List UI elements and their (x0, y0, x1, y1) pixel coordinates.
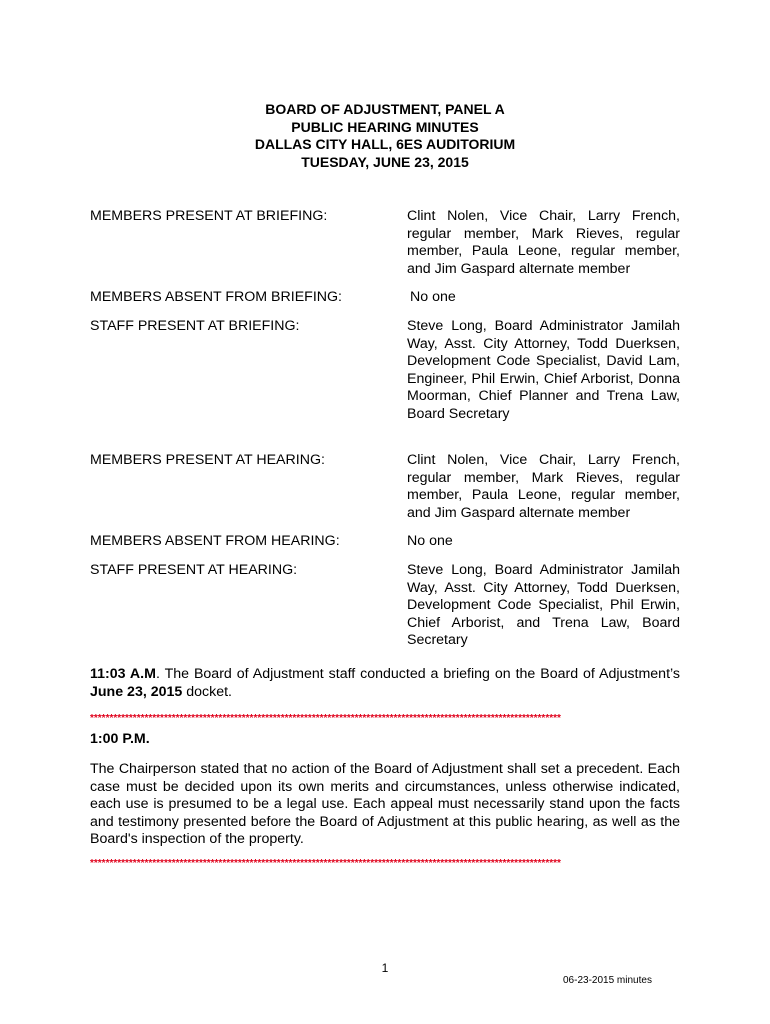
attendance-label: MEMBERS PRESENT AT HEARING: (90, 452, 325, 468)
attendance-value: Clint Nolen, Vice Chair, Larry French, regular member, Mark Rieves, regular member, Paula Leone, regular member, and Jim Gaspard alternate member (407, 452, 680, 521)
attendance-label: MEMBERS ABSENT FROM BRIEFING: (90, 289, 342, 305)
footer-label: 06-23-2015 minutes (563, 975, 652, 986)
briefing-text-end: docket. (182, 683, 232, 700)
attendance-label: MEMBERS PRESENT AT BRIEFING: (90, 208, 328, 224)
header-location: DALLAS CITY HALL, 6ES AUDITORIUM (254, 136, 516, 152)
header-date: TUESDAY, JUNE 23, 2015 (301, 153, 469, 170)
attendance-value: Steve Long, Board Administrator Jamilah Way, Asst. City Attorney, Todd Duerksen, Development Code Specialist, David Lam, Engineer, Phil Erwin, Chief Arborist, Donna Moorman, Chief Planner and Trena Law, Board Secretary (407, 318, 680, 422)
briefing-docket-date: June 23, 2015 (90, 683, 183, 700)
briefing-paragraph (90, 666, 680, 701)
hearing-paragraph: The Chairperson stated that no action of the Board of Adjustment shall set a precedent. Each case must be decided upon its own merits and circumstances, unless otherwise indicated, each use is presumed to be a legal use. Each appeal must necessarily stand upon the facts and testimony presented before the Board of Adjustment at this public hearing, as well as the Board's inspection of the property. (90, 761, 680, 847)
attendance-value: No one (410, 289, 456, 305)
attendance-label: MEMBERS ABSENT FROM HEARING: (90, 533, 340, 549)
document-header (0, 101, 770, 171)
briefing-time: 11:03 A.M (90, 666, 156, 682)
attendance-value: Steve Long, Board Administrator Jamilah Way, Asst. City Attorney, Todd Duerksen, Development Code Specialist, Phil Erwin, Chief Arborist, and Trena Law, Board Secretary (407, 562, 680, 648)
attendance-value: Clint Nolen, Vice Chair, Larry French, regular member, Mark Rieves, regular member, Paula Leone, regular member, and Jim Gaspard alternate member (407, 208, 680, 277)
separator-line: ************************************************************************************************************************* (90, 858, 561, 869)
header-board-title: BOARD OF ADJUSTMENT, PANEL A (265, 101, 505, 117)
attendance-label: STAFF PRESENT AT BRIEFING: (90, 318, 300, 334)
header-minutes-title: PUBLIC HEARING MINUTES (291, 118, 479, 135)
hearing-time: 1:00 P.M. (90, 731, 150, 747)
attendance-value: No one (407, 533, 453, 549)
briefing-text: . The Board of Adjustment staff conducted a briefing on the Board of Adjustment’s (155, 666, 680, 682)
page-number: 1 (381, 961, 389, 975)
attendance-label: STAFF PRESENT AT HEARING: (90, 562, 298, 578)
separator-line: ************************************************************************************************************************* (90, 713, 561, 724)
